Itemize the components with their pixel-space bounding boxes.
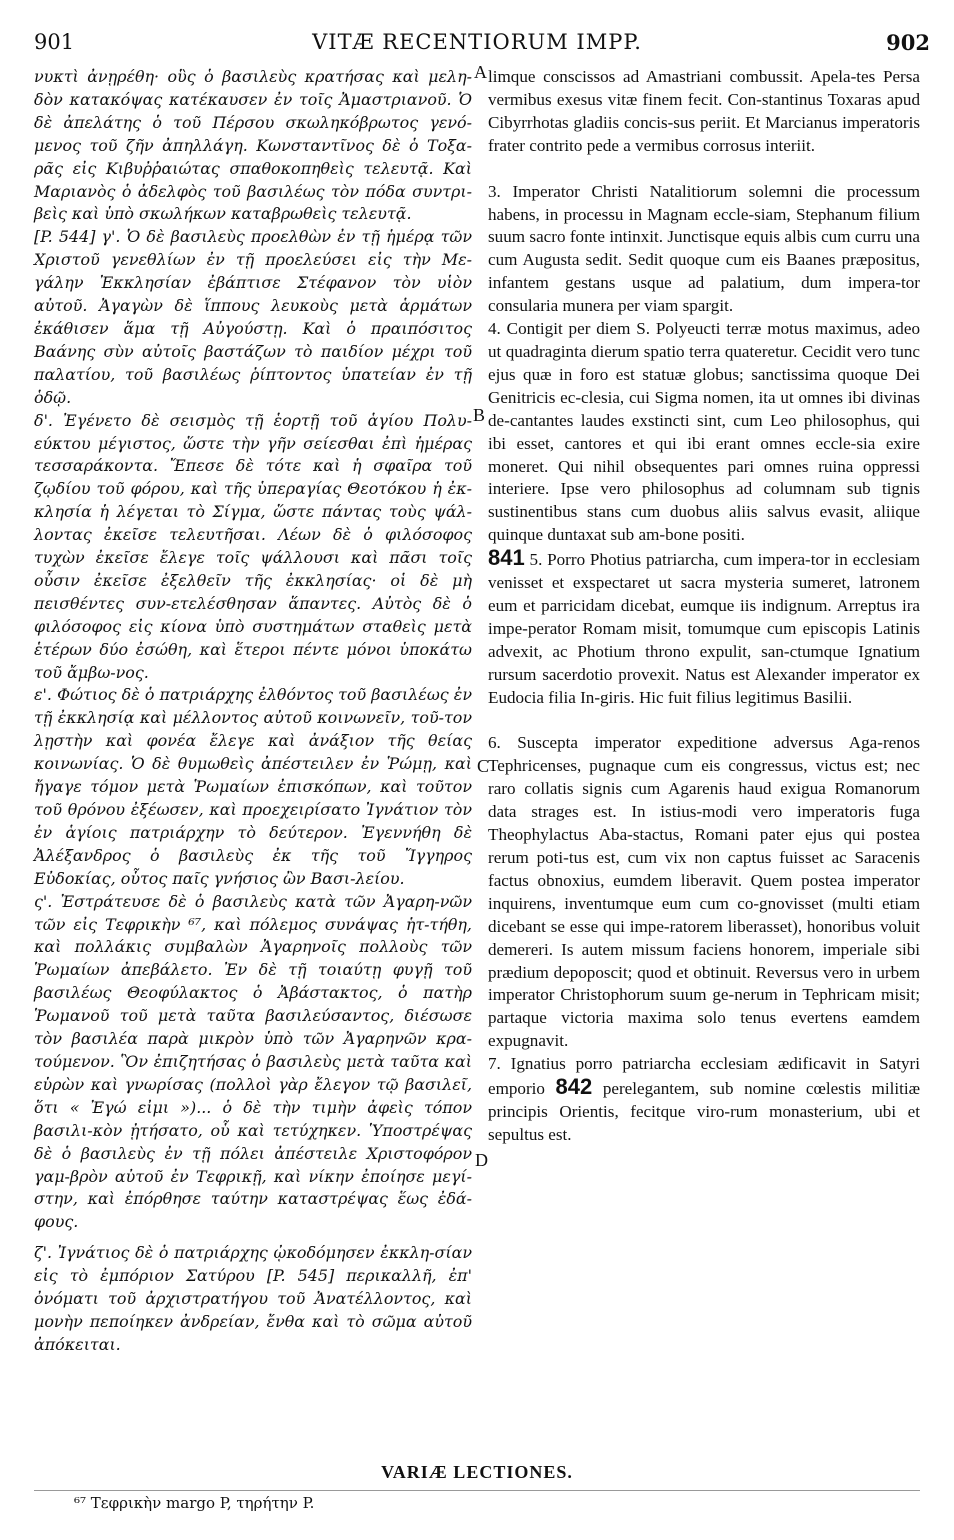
margin-letter-a: A bbox=[474, 62, 487, 82]
latin-paragraph-3: 4. Contigit per diem S. Polyeucti terræ motus maximus, adeo ut quadraginta dierum spatio terra quateretur. Cecidit vero tunc ejus quæ in foro est statuæ globus; sanctissima quoque Dei Genitricis ec-clesia, cui Sigma nomen, ita ut omnes ibi divinas de-cantantes laudes exstincti sint, cum Leo philosophus, qui ibi esset, cantores et qui ibi erant omnes eccle-sia exire moneret. Qui nihil obsequentes pari omnes ruina oppressi interiere. Ipse vero philosophus ad columnam sub tignis sustinentibus stans cum duobus aliis salvus evasit, aliique quinque duntaxat sub am-bone positi. bbox=[488, 319, 920, 545]
greek-paragraph-5: ς'. Ἐστράτευσε δὲ ὁ βασιλεὺς κατὰ τῶν Ἀγαρη-νῶν τῶν εἰς Τεφρικὴν ⁶⁷, καὶ πόλεμος συνάψας ἡτ-τήθη, καὶ πολλάκις συμβαλὼν Ἀγαρηνοῖς πολλοὺς τῶν Ῥωμαίων ἀπεβάλετο. Ἐν δὲ τῇ τοιαύτῃ φυγῇ τοῦ βασιλέως Θεοφύλακτος ὁ Ἀβάστακτος, ὁ πατὴρ Ῥωμανοῦ τοῦ μετὰ ταῦτα βασιλεύσαντος, διέσωσε τὸν βασιλέα παρὰ μικρὸν ὑπὸ τῶν Ἀγαρηνῶν κρα-τούμενον. Ὃν ἐπιζητήσας ὁ βασιλεὺς μετὰ ταῦτα καὶ εὑρὼν καὶ γνωρίσας (πολλοὶ γὰρ ἔλεγον τῷ βασιλεῖ, ὅτι « Ἐγώ εἰμι »)... ὁ δὲ τὴν τιμὴν ἀφεὶς τόπον βασιλι-κὸν ᾐτήσατο, οὗ καὶ τετύχηκεν. Ὑποστρέψας δὲ ὁ βασιλεὺς ἐν τῇ πόλει ἀπέστειλε Χριστοφόρον γαμ-βρὸν αὐτοῦ ἐν Τεφρικῇ, καὶ νίκην ἐποίησε μεγί-στην, καὶ ἐπόρθησε ταύτην καταστρέψας ἕως ἐδά-φους. bbox=[34, 891, 472, 1232]
latin-paragraph-6: 7. Ignatius porro patriarcha ecclesiam ædificavit in Satyri emporio 842 perelegantem, sub nomine cœlestis militiæ principis Orientis, fecitque viro-rum monasterium, ubi et sepultus est. bbox=[488, 1054, 920, 1144]
margin-letter-c: C bbox=[477, 756, 490, 776]
page-marker-841: 841 bbox=[488, 545, 525, 571]
latin-paragraph-2: 3. Imperator Christi Natalitiorum solemni die processum habens, in processu in Magnam eccle-siam, Stephanum filium suum sacro fonte intinxit. Junctisque equis albis cum curru una cum Augusta sedit. Sedit quoque cum eis Baanes præpositus, infantem gestans usque ad palatium, dum impera-tor consularia munera per viam spargit. bbox=[488, 181, 920, 316]
left-page-number: 901 bbox=[34, 30, 75, 54]
variae-lectiones-heading: VARIÆ LECTIONES. bbox=[381, 1462, 573, 1482]
greek-paragraph-6: ζ'. Ἰγνάτιος δὲ ὁ πατριάρχης ᾠκοδόμησεν ἐκκλη-σίαν εἰς τὸ ἐμπόριον Σατύρου [P. 545] περικαλλῆ, ἐπ' ὀνόματι τοῦ ἀρχιστρατήγου τοῦ Ἀνατέλλοντος, καὶ μονὴν πεποίηκεν ἀνδρείαν, ἔνθα καὶ τὸ σῶμα αὐτοῦ ἀπόκειται. bbox=[34, 1243, 472, 1354]
latin-paragraph-1: limque conscissos ad Amastriani combussit. Apela-tes Persa vermibus exesus vitæ finem fecit. Con-stantinus Toxaras apud Cibyrrhotas gladiis concis-sus periit. Et Marcianus imperatoris frater contrito pede a vermibus corrosus interiit. bbox=[488, 67, 920, 155]
footnote: ⁶⁷ Τεφρικὴν margo P, τηρήτην P. bbox=[74, 1494, 315, 1512]
margin-letter-d: D bbox=[475, 1150, 488, 1170]
page-header bbox=[0, 30, 954, 60]
greek-paragraph-2: [P. 544] γ'. Ὁ δὲ βασιλεὺς προελθὼν ἐν τῇ ἡμέρᾳ τῶν Χριστοῦ γενεθλίων ἐν τῇ προελεύσει εἰς τὴν Με-γάλην Ἐκκλησίαν ἐβάπτισε Στέφανον τὸν υἱὸν αὐτοῦ. Ἀγαγὼν δὲ ἵππους λευκοὺς μετὰ ἁρμάτων ἐκάθισεν ἅμα τῇ Αὐγούστῃ. Καὶ ὁ πραιπόσιτος Βαάνης σὺν αὐτοῖς βαστάζων τὸ παιδίον μέχρι τοῦ παλατίου, τοῦ βασιλέως ῥίπτοντος ὑπατείαν ἐν τῇ ὁδῷ. bbox=[34, 227, 472, 407]
footnote-divider bbox=[34, 1490, 920, 1491]
page-marker-842: 842 bbox=[555, 1074, 593, 1100]
latin-paragraph-5: 6. Suscepta imperator expeditione adversus Aga-renos Tephricenses, pugnaque cum eis congressus, victus est; nec raro collatis signis cum Agarenis haud exigua Romanorum data strages est. In istius-modi vero imperatoris fuga Theophylactus Aba-stactus, Romani pater ejus qui postea rerum poti-tus est, cum vix non captus fuisset ac Saracenis factus obnoxius, eumdem liberavit. Quem postea imperator inquirens, inventumque eum cum co-gnovisset (multi etiam dicebant se esse qui impe-ratorem liberasset), honoribus voluit demereri. Is autem missum faciens honorem, imperiale sibi prædium depoposcit; quod et obtinuit. Reversus vero in urbem imperator Christophorum suum ge-nerum in Tephricam misit; partaque victoria maxima solo tenus evertens eamdem expugnavit. bbox=[488, 733, 920, 1051]
greek-paragraph-1: νυκτὶ ἀνῃρέθη· οὓς ὁ βασιλεὺς κρατήσας καὶ μελη-δὸν κατακόψας κατέκαυσεν ἐν τοῖς Ἀμαστριανοῦ. Ὁ δὲ ἀπελάτης ὁ τοῦ Πέρσου σκωληκόβρωτος γενό-μενος τοῦ ζῆν ἀπηλλάγη. Κωνσταντῖνος δὲ ὁ Τοξα-ρᾶς εἰς Κιβυῤῥαιώτας σπαθοκοπηθεὶς τελευτᾷ. Καὶ Μαριανὸς ὁ ἀδελφὸς τοῦ βασιλέως τὸν πόδα συντρι-βεὶς καὶ ὑπὸ σκωλήκων καταβρωθεὶς τελευτᾷ. bbox=[34, 67, 472, 224]
greek-paragraph-4: ε'. Φώτιος δὲ ὁ πατριάρχης ἐλθόντος τοῦ βασιλέως ἐν τῇ ἐκκλησίᾳ καὶ μέλλοντος αὐτοῦ κοινωνεῖν, τοῦ-τον λῃστὴν καὶ φονέα ἔλεγε καὶ ἀνάξιον τῆς θείας κοινωνίας. Ὁ δὲ θυμωθεὶς ἀπέστειλεν ἐν Ῥώμῃ, καὶ ἤγαγε τόμον μετὰ Ῥωμαίων ἐπισκόπων, καὶ τοῦτον τοῦ θρόνου ἐξέωσεν, καὶ προεχειρίσατο Ἰγνάτιον τὸν ἐν ἁγίοις πατριάρχην τὸ δεύτερον. Ἐγεννήθη δὲ Ἀλέξανδρος ὁ βασιλεὺς ἐκ τῆς τοῦ Ἴγγηρος Εὐδοκίας, οὗτος παῖς γνήσιος ὢν Βασι-λείου. bbox=[34, 685, 472, 888]
margin-letter-b: B bbox=[473, 405, 486, 425]
latin-paragraph-4: 841 5. Porro Photius patriarcha, cum impera-tor in ecclesiam venisset et exspectaret ut sacra mysteria sumeret, latronem eum et parricidam dicebat, eumque iis indignum. Arreptus ira impe-perator Romam misit, tomumque cum episcopis Latinis advexit, ac Photium throno expulit, san-ctumque Ignatium rursum sacerdotio provexit. Natus est Alexander imperator ex Eudocia filia In-giris. Hic fuit filius legitimus Basilii. bbox=[488, 545, 920, 707]
greek-column bbox=[34, 66, 472, 1357]
latin-column bbox=[488, 66, 920, 1147]
running-title: VITÆ RECENTIORUM IMPP. bbox=[312, 30, 642, 54]
right-page-number: 902 bbox=[886, 30, 930, 55]
greek-paragraph-3: δ'. Ἐγένετο δὲ σεισμὸς τῇ ἑορτῇ τοῦ ἁγίου Πολυ-εύκτου μέγιστος, ὥστε τὴν γῆν σείεσθαι ἐπὶ ἡμέρας τεσσαράκοντα. Ἔπεσε δὲ τότε καὶ ἡ σφαῖρα τοῦ ζῳδίου τοῦ φόρου, καὶ τῆς ὑπεραγίας Θεοτόκου ἡ ἐκ-κλησία ἡ λέγεται τὸ Σίγμα, ὥστε πάντας τοὺς ψάλ-λοντας ἐκεῖσε τελευτῆσαι. Λέων δὲ ὁ φιλόσοφος τυχὼν ἐκεῖσε ἔλεγε τοῖς ψάλλουσι καὶ πᾶσι τοῖς οὖσιν ἐκεῖσε ἐξελθεῖν τῆς ἐκκλησίας· οἱ δὲ μὴ πεισθέντες συν-ετελέσθησαν ἅπαντες. Αὐτὸς δὲ ὁ φιλόσοφος εἰς κίονα ὑπὸ συστημάτων σταθεὶς μετὰ ἑτέρων δύο ἐσώθη, καὶ ἕτεροι πέντε μόνοι ὑποκάτω τοῦ ἄμβω-νος. bbox=[34, 410, 472, 682]
